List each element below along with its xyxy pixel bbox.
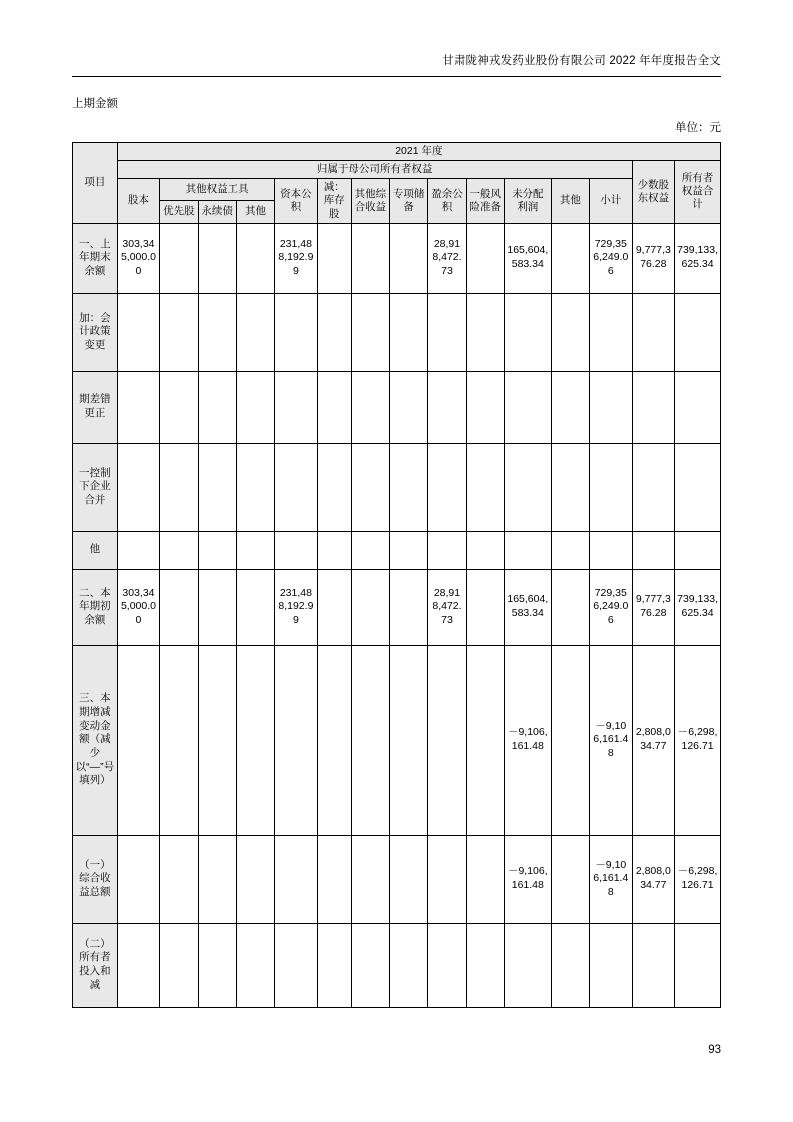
cell bbox=[117, 923, 160, 1007]
cell bbox=[675, 443, 721, 531]
col-header-other-instruments: 其他 bbox=[236, 201, 274, 223]
header-divider bbox=[72, 76, 721, 77]
cell bbox=[317, 293, 351, 371]
row-label: 加：会计政策变更 bbox=[73, 293, 118, 371]
cell bbox=[160, 293, 198, 371]
cell bbox=[504, 293, 551, 371]
cell bbox=[551, 371, 589, 443]
row-label: （一）综合收益总额 bbox=[73, 835, 118, 923]
running-header: 甘肃陇神戎发药业股份有限公司 2022 年年度报告全文 bbox=[442, 55, 721, 67]
col-header-general-risk-reserve: 一般风险准备 bbox=[466, 179, 504, 223]
cell bbox=[632, 531, 675, 569]
cell bbox=[590, 371, 633, 443]
table-row bbox=[73, 531, 721, 569]
row-label: 二、本年期初余额 bbox=[73, 569, 118, 645]
col-header-special-reserve: 专项储备 bbox=[390, 179, 428, 223]
cell bbox=[317, 443, 351, 531]
row-label: 一控制下企业合并 bbox=[73, 443, 118, 531]
cell bbox=[390, 569, 428, 645]
cell bbox=[317, 569, 351, 645]
cell bbox=[160, 923, 198, 1007]
cell bbox=[390, 371, 428, 443]
cell: 729,356,249.06 bbox=[590, 569, 633, 645]
cell bbox=[317, 923, 351, 1007]
row-label: 三、本期增减变动金额（减少以“—”号填列） bbox=[73, 645, 118, 835]
cell: 2,808,034.77 bbox=[632, 835, 675, 923]
cell bbox=[551, 923, 589, 1007]
cell bbox=[275, 371, 318, 443]
col-header-other: 其他 bbox=[551, 179, 589, 223]
cell bbox=[351, 569, 389, 645]
cell bbox=[236, 443, 274, 531]
cell bbox=[351, 443, 389, 531]
cell bbox=[351, 293, 389, 371]
col-header-share-capital: 股本 bbox=[117, 179, 160, 223]
cell bbox=[160, 645, 198, 835]
cell: 303,345,000.00 bbox=[117, 569, 160, 645]
col-header-other-equity-group: 其他权益工具 bbox=[160, 179, 275, 201]
cell bbox=[428, 923, 466, 1007]
cell bbox=[390, 923, 428, 1007]
cell bbox=[504, 923, 551, 1007]
cell bbox=[351, 371, 389, 443]
cell bbox=[632, 293, 675, 371]
cell bbox=[198, 531, 236, 569]
col-header-total: 所有者权益合计 bbox=[675, 161, 721, 224]
cell bbox=[466, 645, 504, 835]
cell bbox=[675, 371, 721, 443]
cell bbox=[275, 835, 318, 923]
cell bbox=[351, 645, 389, 835]
cell: 165,604,583.34 bbox=[504, 223, 551, 293]
cell bbox=[390, 293, 428, 371]
cell bbox=[675, 923, 721, 1007]
cell bbox=[466, 443, 504, 531]
cell bbox=[236, 835, 274, 923]
cell bbox=[632, 923, 675, 1007]
cell bbox=[428, 835, 466, 923]
col-header-parent-group: 归属于母公司所有者权益 bbox=[117, 161, 632, 179]
section-subtitle: 上期金额 bbox=[72, 98, 118, 110]
cell: 739,133,625.34 bbox=[675, 569, 721, 645]
cell bbox=[275, 443, 318, 531]
cell bbox=[390, 223, 428, 293]
cell bbox=[466, 923, 504, 1007]
cell bbox=[551, 645, 589, 835]
cell bbox=[590, 293, 633, 371]
page-number: 93 bbox=[708, 1044, 721, 1056]
cell bbox=[351, 223, 389, 293]
cell bbox=[551, 531, 589, 569]
cell: 231,488,192.99 bbox=[275, 569, 318, 645]
cell bbox=[466, 569, 504, 645]
cell bbox=[466, 293, 504, 371]
cell: 2,808,034.77 bbox=[632, 645, 675, 835]
cell bbox=[275, 645, 318, 835]
cell bbox=[236, 293, 274, 371]
cell bbox=[551, 835, 589, 923]
table-row bbox=[73, 223, 721, 293]
cell bbox=[198, 223, 236, 293]
cell bbox=[275, 293, 318, 371]
row-label: （二）所有者投入和减 bbox=[73, 923, 118, 1007]
cell bbox=[590, 923, 633, 1007]
cell bbox=[198, 835, 236, 923]
cell bbox=[275, 531, 318, 569]
col-header-surplus-reserve: 盈余公积 bbox=[428, 179, 466, 223]
cell bbox=[351, 531, 389, 569]
cell bbox=[198, 569, 236, 645]
table-row bbox=[73, 569, 721, 645]
owners-equity-table bbox=[72, 142, 721, 1008]
col-header-subtotal: 小计 bbox=[590, 179, 633, 223]
cell: －9,106,161.48 bbox=[504, 645, 551, 835]
cell bbox=[236, 531, 274, 569]
cell bbox=[675, 531, 721, 569]
cell bbox=[117, 645, 160, 835]
cell: 165,604,583.34 bbox=[504, 569, 551, 645]
cell bbox=[590, 443, 633, 531]
table-row bbox=[73, 923, 721, 1007]
cell bbox=[390, 645, 428, 835]
cell bbox=[160, 569, 198, 645]
cell: －9,106,161.48 bbox=[590, 835, 633, 923]
cell bbox=[160, 223, 198, 293]
cell bbox=[117, 443, 160, 531]
cell: －9,106,161.48 bbox=[590, 645, 633, 835]
cell bbox=[275, 923, 318, 1007]
cell bbox=[428, 645, 466, 835]
col-header-minority: 少数股东权益 bbox=[632, 161, 675, 224]
cell bbox=[428, 531, 466, 569]
cell: 231,488,192.99 bbox=[275, 223, 318, 293]
cell bbox=[317, 223, 351, 293]
col-header-preferred-shares: 优先股 bbox=[160, 201, 198, 223]
cell bbox=[466, 371, 504, 443]
cell bbox=[198, 371, 236, 443]
cell bbox=[198, 293, 236, 371]
cell bbox=[117, 835, 160, 923]
cell bbox=[632, 371, 675, 443]
cell: 303,345,000.00 bbox=[117, 223, 160, 293]
cell bbox=[317, 371, 351, 443]
cell bbox=[117, 531, 160, 569]
cell bbox=[590, 531, 633, 569]
cell bbox=[428, 371, 466, 443]
cell bbox=[160, 531, 198, 569]
cell bbox=[317, 531, 351, 569]
cell: 9,777,376.28 bbox=[632, 223, 675, 293]
row-label: 他 bbox=[73, 531, 118, 569]
cell bbox=[198, 443, 236, 531]
cell: 729,356,249.06 bbox=[590, 223, 633, 293]
cell: －6,298,126.71 bbox=[675, 645, 721, 835]
cell bbox=[466, 223, 504, 293]
cell: －6,298,126.71 bbox=[675, 835, 721, 923]
cell bbox=[390, 531, 428, 569]
cell bbox=[504, 371, 551, 443]
cell bbox=[117, 371, 160, 443]
cell bbox=[551, 293, 589, 371]
cell bbox=[466, 835, 504, 923]
cell bbox=[236, 645, 274, 835]
table-row bbox=[73, 645, 721, 835]
cell bbox=[428, 443, 466, 531]
cell: 28,918,472.73 bbox=[428, 569, 466, 645]
cell bbox=[236, 371, 274, 443]
cell bbox=[198, 923, 236, 1007]
cell bbox=[675, 293, 721, 371]
table-row bbox=[73, 835, 721, 923]
cell bbox=[632, 443, 675, 531]
cell bbox=[551, 223, 589, 293]
col-header-year: 2021 年度 bbox=[117, 143, 720, 161]
cell bbox=[160, 371, 198, 443]
cell bbox=[551, 443, 589, 531]
table-row bbox=[73, 371, 721, 443]
col-header-undistributed-profit: 未分配利润 bbox=[504, 179, 551, 223]
cell: 28,918,472.73 bbox=[428, 223, 466, 293]
cell bbox=[551, 569, 589, 645]
cell bbox=[390, 443, 428, 531]
col-header-oci: 其他综合收益 bbox=[351, 179, 389, 223]
col-header-treasury-stock: 减：库存股 bbox=[317, 179, 351, 223]
table-row bbox=[73, 443, 721, 531]
cell bbox=[236, 223, 274, 293]
row-label: 期差错更正 bbox=[73, 371, 118, 443]
col-header-capital-reserve: 资本公积 bbox=[275, 179, 318, 223]
cell bbox=[428, 293, 466, 371]
cell bbox=[351, 835, 389, 923]
cell bbox=[504, 443, 551, 531]
cell bbox=[317, 645, 351, 835]
cell bbox=[236, 569, 274, 645]
cell: －9,106,161.48 bbox=[504, 835, 551, 923]
cell bbox=[351, 923, 389, 1007]
col-header-perpetual-bonds: 永续债 bbox=[198, 201, 236, 223]
col-header-item: 项目 bbox=[73, 143, 118, 224]
cell bbox=[390, 835, 428, 923]
cell bbox=[160, 835, 198, 923]
cell bbox=[198, 645, 236, 835]
cell bbox=[160, 443, 198, 531]
table-row bbox=[73, 293, 721, 371]
cell bbox=[236, 923, 274, 1007]
cell: 9,777,376.28 bbox=[632, 569, 675, 645]
cell bbox=[317, 835, 351, 923]
unit-label: 单位：元 bbox=[675, 122, 721, 134]
cell bbox=[117, 293, 160, 371]
cell: 739,133,625.34 bbox=[675, 223, 721, 293]
cell bbox=[466, 531, 504, 569]
cell bbox=[504, 531, 551, 569]
row-label: 一、上年期末余额 bbox=[73, 223, 118, 293]
